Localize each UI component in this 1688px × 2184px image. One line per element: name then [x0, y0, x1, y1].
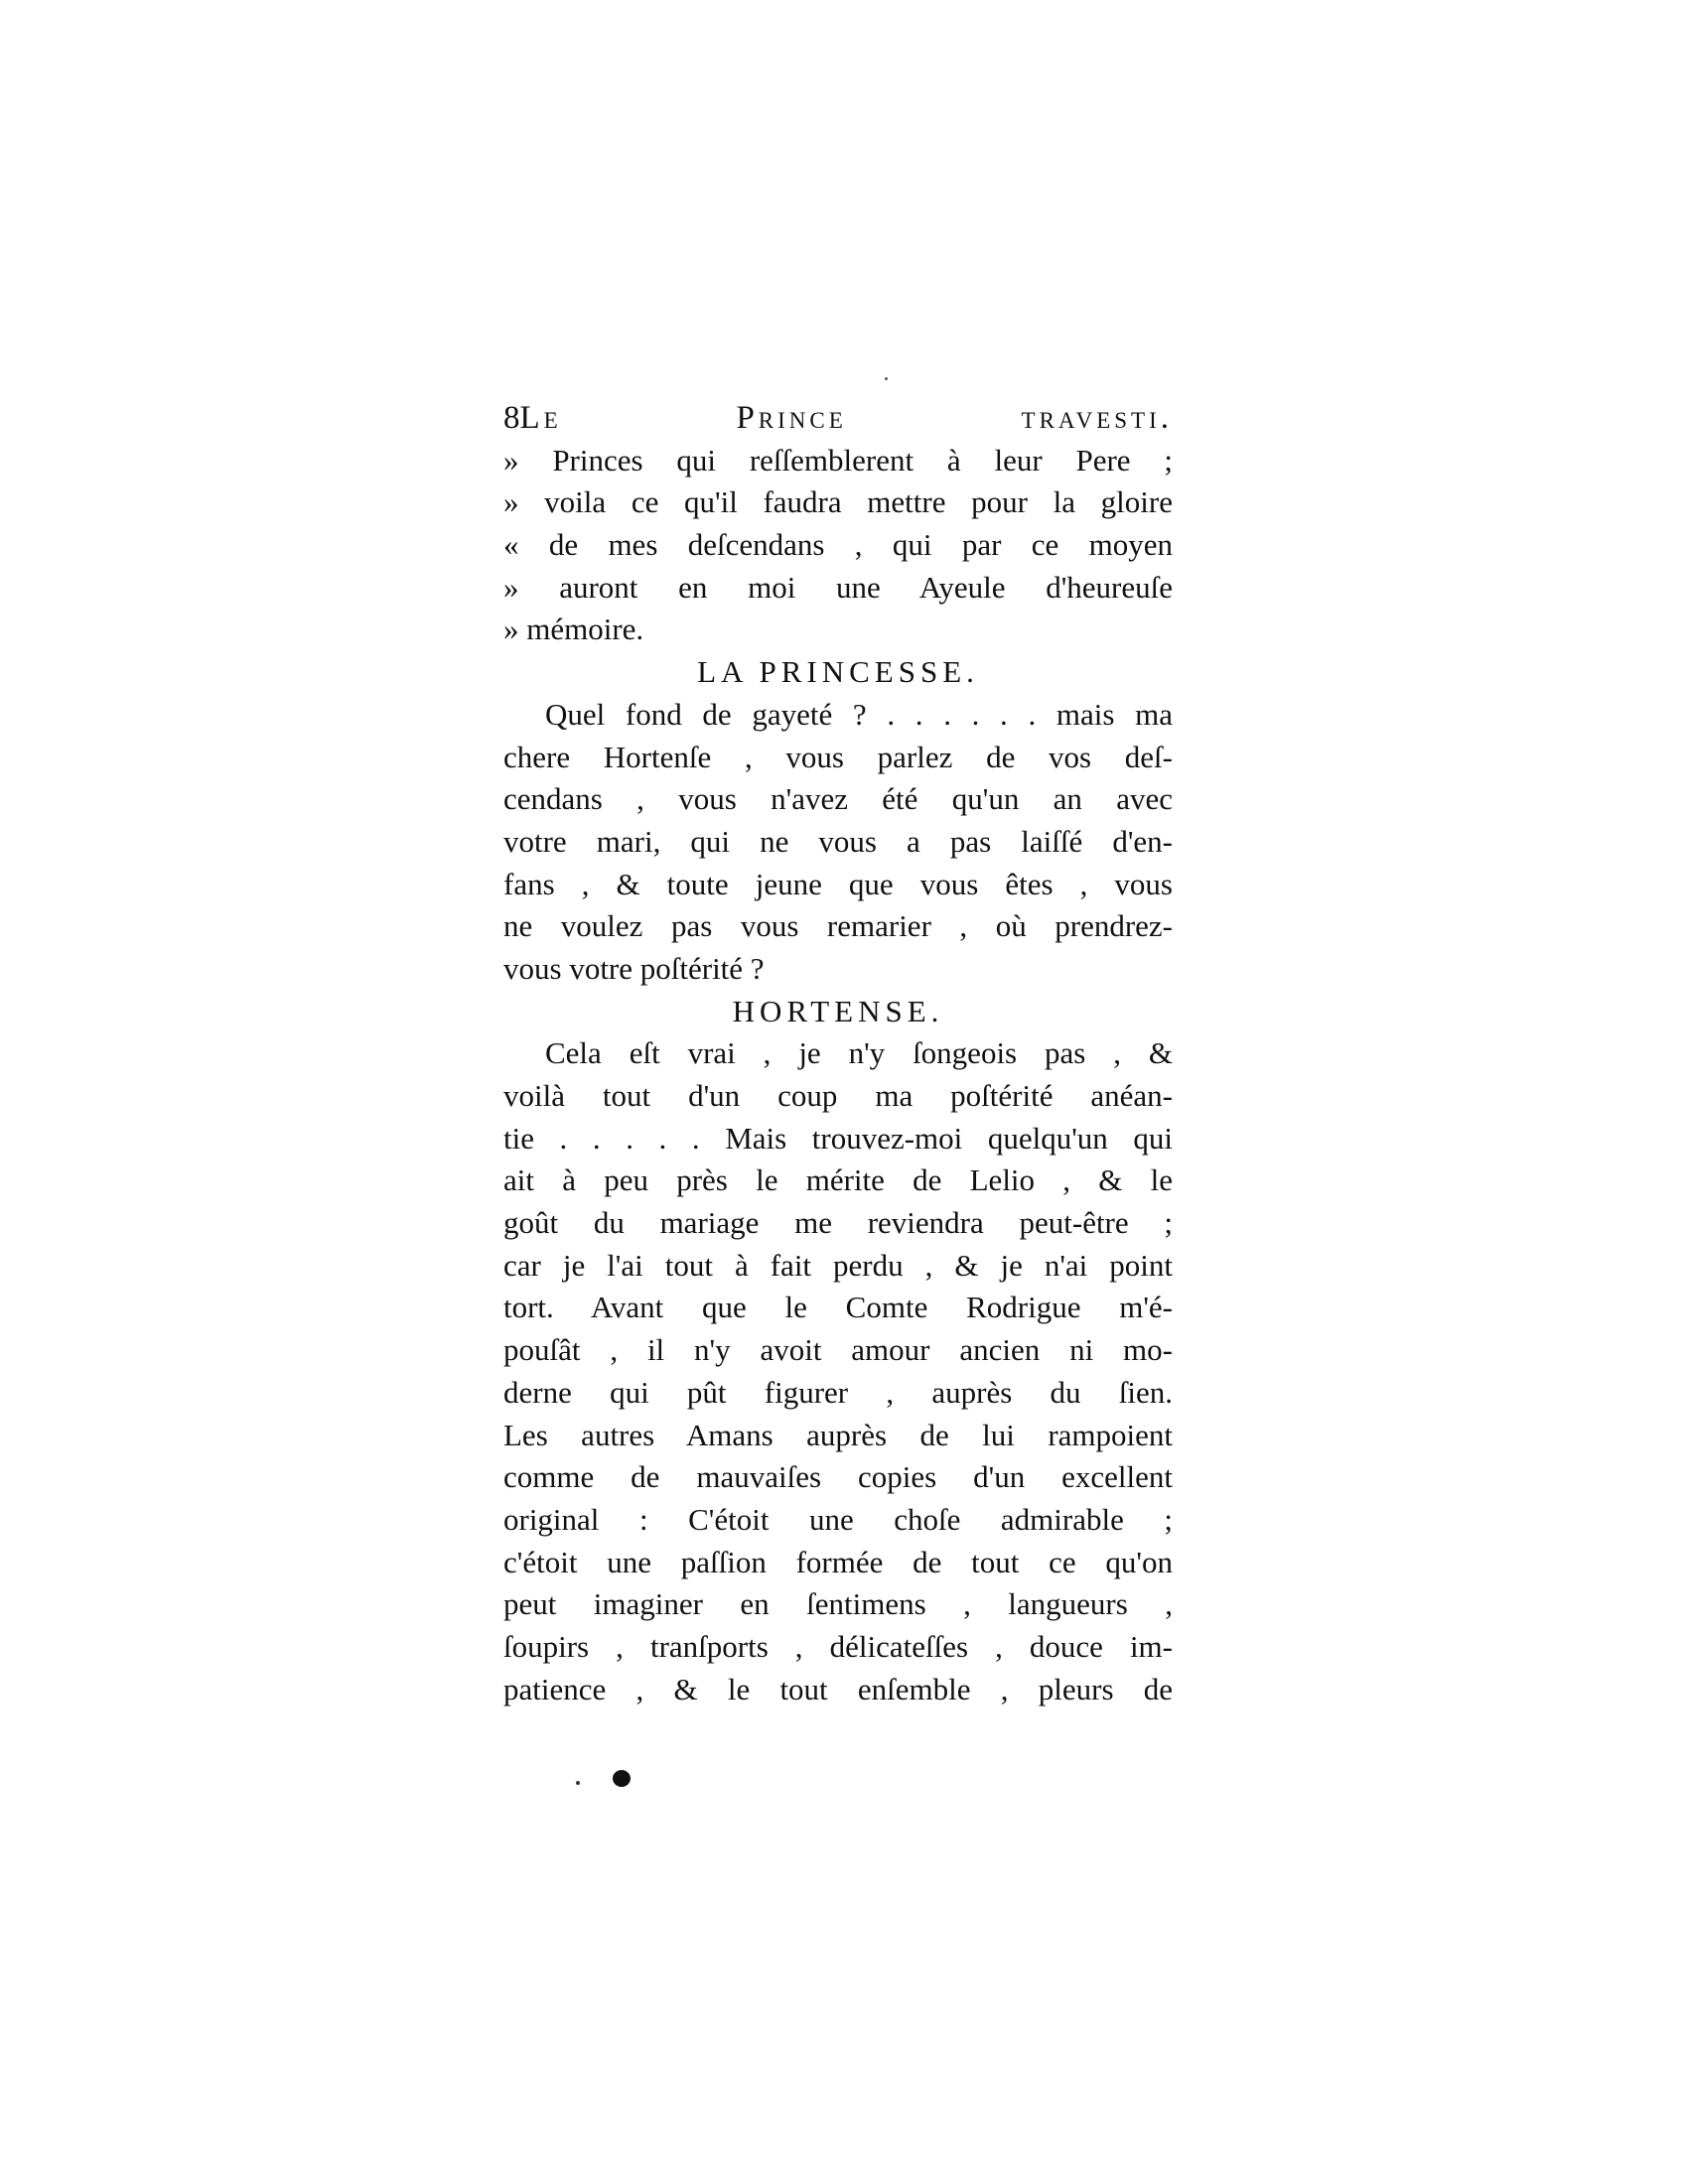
text-line: chere Hortenſe , vous parlez de vos deſ-: [503, 739, 1173, 774]
text-line: voilà tout d'un coup ma poſtérité anéan-: [503, 1078, 1173, 1113]
text-line: comme de mauvaiſes copies d'un excellent: [503, 1459, 1173, 1495]
text-line: Cela eſt vrai , je n'y ſongeois pas , &: [545, 1035, 1173, 1071]
text-line: » auront en moi une Ayeule d'heureuſe: [503, 569, 1173, 605]
text-line: » Princes qui reſſemblerent à leur Pere ;: [503, 442, 1173, 478]
running-header: [503, 397, 1173, 440]
ink-speck: [576, 1781, 580, 1785]
text-line: ne voulez pas vous remarier , où prendrez-: [503, 908, 1173, 944]
text-line: cendans , vous n'avez été qu'un an avec: [503, 781, 1173, 817]
text-line: goût du mariage me reviendra peut-être ;: [503, 1205, 1173, 1241]
page-number: 8: [503, 400, 520, 436]
ink-speck: [885, 377, 888, 380]
text-line: ait à peu près le mérite de Lelio , & le: [503, 1162, 1173, 1198]
text-line: ſoupirs , tranſports , délicateſſes , douce im-: [503, 1628, 1173, 1664]
text-line: c'étoit une paſſion formée de tout ce qu'on: [503, 1544, 1173, 1579]
text-line: tort. Avant que le Comte Rodrigue m'é-: [503, 1290, 1173, 1325]
text-line: Quel fond de gayeté ? . . . . . . mais ma: [545, 696, 1173, 732]
text-line: » mémoire.: [503, 612, 644, 647]
text-line: patience , & le tout enſemble , pleurs de: [503, 1671, 1173, 1706]
text-line: Les autres Amans auprès de lui rampoient: [503, 1417, 1173, 1452]
page-body: [503, 440, 1173, 1711]
text-line: pouſât , il n'y avoit amour ancien ni mo-: [503, 1332, 1173, 1368]
text-line: car je l'ai tout à fait perdu , & je n'ai point: [503, 1247, 1173, 1283]
speaker-heading: LA PRINCESSE.: [697, 654, 979, 690]
text-line: peut imaginer en ſentimens , langueurs ,: [503, 1586, 1173, 1622]
text-line: derne qui pût figurer , auprès du ſien.: [503, 1374, 1173, 1410]
text-line: original : C'étoit une choſe admirable ;: [503, 1501, 1173, 1537]
text-line: fans , & toute jeune que vous êtes , vous: [503, 866, 1173, 901]
speaker-heading: HORTENSE.: [732, 993, 944, 1028]
text-line: » voila ce qu'il faudra mettre pour la gloire: [503, 484, 1173, 520]
text-line: vous votre poſtérité ?: [503, 950, 765, 986]
text-line: votre mari, qui ne vous a pas laiſſé d'en-: [503, 823, 1173, 859]
book-page: [503, 397, 1173, 1710]
text-line: « de mes deſcendans , qui par ce moyen: [503, 527, 1173, 563]
ink-blot: [613, 1770, 631, 1787]
text-line: tie . . . . . Mais trouvez-moi quelqu'un qui: [503, 1120, 1173, 1156]
running-title: Le Prince travesti.: [519, 400, 1173, 436]
